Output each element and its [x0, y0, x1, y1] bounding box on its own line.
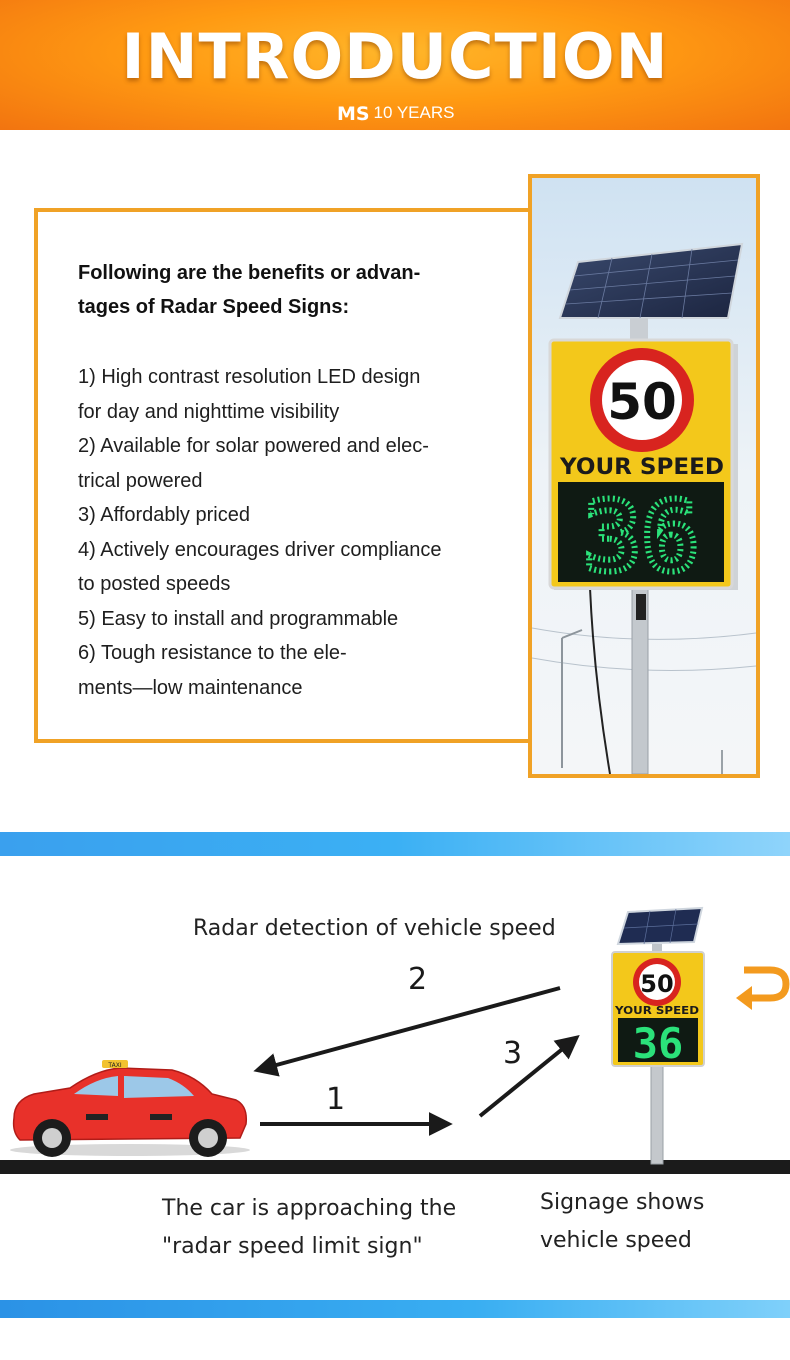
page-title: INTRODUCTION — [121, 20, 669, 93]
brand-row — [0, 100, 790, 126]
benefits-panel — [34, 208, 544, 743]
benefit-line: 1) High contrast resolution LED design — [78, 366, 421, 388]
car-caption-line: "radar speed limit sign" — [162, 1234, 423, 1259]
car-caption — [162, 1190, 462, 1266]
benefit-line: 2) Available for solar powered and elec- — [78, 435, 429, 457]
benefit-line: trical powered — [78, 469, 203, 492]
benefit-line: 5) Easy to install and programmable — [78, 607, 399, 630]
benefits-heading — [78, 256, 498, 324]
taxi-roof-sign: TAXI — [108, 1062, 122, 1069]
benefits-list — [78, 360, 498, 705]
return-arrow-icon — [736, 970, 786, 1010]
benefit-line: to posted speeds — [78, 573, 231, 595]
benefit-line: for day and nighttime visibility — [78, 400, 340, 423]
radar-detection-label: Radar detection of vehicle speed — [193, 916, 556, 941]
benefit-line: 3) Affordably priced — [78, 504, 250, 526]
small-speed-limit: 50 — [640, 970, 674, 998]
section-band-bottom — [0, 1300, 790, 1318]
brand-logo — [336, 101, 370, 125]
small-your-speed: YOUR SPEED — [613, 1004, 699, 1017]
speed-limit-value: 50 — [607, 373, 677, 431]
svg-text:MS: MS — [336, 103, 370, 125]
section-band-top — [0, 832, 790, 856]
brand-tagline: 10 YEARS — [373, 103, 455, 122]
taxi-car — [10, 1060, 250, 1157]
step-2-label: 2 — [408, 962, 428, 997]
radar-sign-photo — [532, 178, 756, 774]
your-speed-caption: YOUR SPEED — [558, 455, 724, 480]
product-photo — [528, 174, 760, 778]
car-caption-line: The car is approaching the — [162, 1196, 457, 1221]
step-3-label: 3 — [503, 1036, 523, 1071]
header-banner — [0, 0, 790, 130]
speed-sign — [550, 340, 738, 593]
benefits-heading-line: Following are the benefits or advan- — [78, 262, 421, 284]
small-current-speed: 36 — [632, 1019, 684, 1068]
radar-sign-illustration — [612, 908, 704, 1164]
arrow-step-3 — [480, 1038, 576, 1116]
sign-caption-line: vehicle speed — [540, 1228, 692, 1253]
step-1-label: 1 — [326, 1082, 346, 1117]
benefit-line: 4) Actively encourages driver compliance — [78, 538, 442, 561]
current-speed-display: 36 — [583, 481, 699, 593]
benefits-heading-line: tages of Radar Speed Signs: — [78, 296, 350, 318]
benefit-line: 6) Tough resistance to the ele- — [78, 642, 347, 664]
sign-caption — [540, 1184, 740, 1260]
sign-caption-line: Signage shows — [540, 1190, 705, 1215]
benefit-line: ments—low maintenance — [78, 676, 303, 699]
